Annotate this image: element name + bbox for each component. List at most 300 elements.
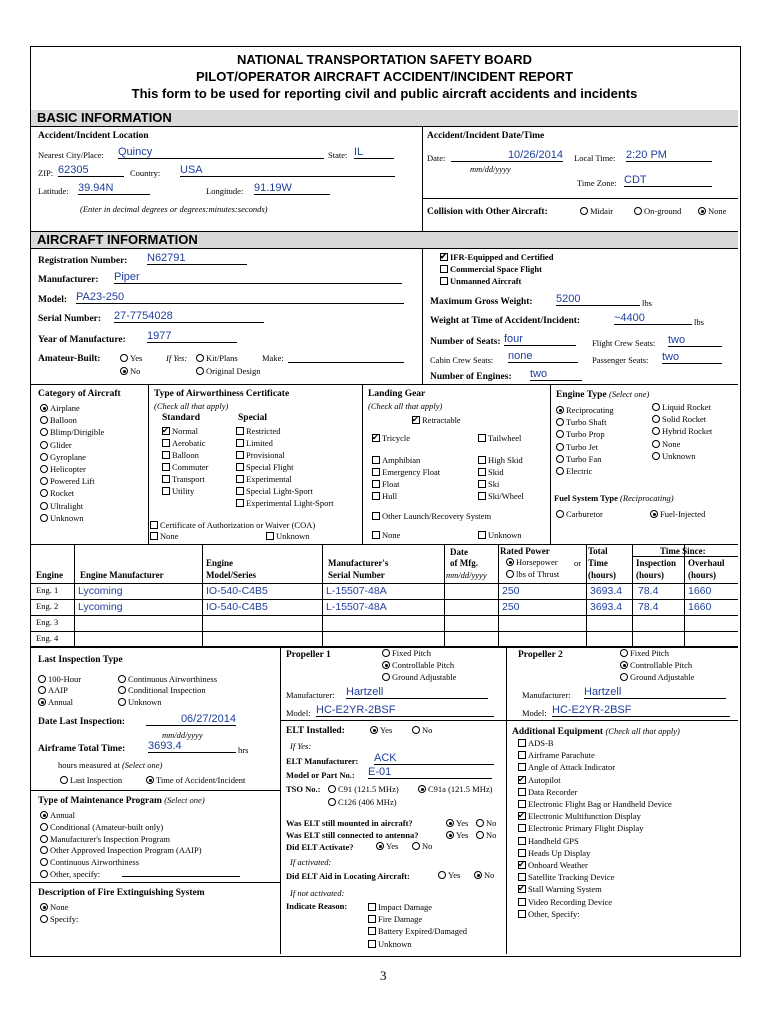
engine-model-cell[interactable]: IO-540-C4B5	[206, 601, 268, 613]
radio-selected-icon	[370, 726, 378, 734]
radio-icon	[328, 785, 336, 793]
flag-ifr[interactable]: ✔IFR-Equipped and Certified	[440, 252, 553, 262]
tso-c126[interactable]: C126 (406 MHz)	[328, 797, 397, 807]
radio-selected-icon	[120, 367, 128, 375]
mgw-unit: lbs	[642, 298, 652, 308]
elt-mfr-label: ELT Manufacturer:	[286, 756, 359, 766]
model-field[interactable]: PA23-250	[76, 291, 404, 304]
or-label: or	[574, 558, 582, 568]
make-field[interactable]	[288, 352, 404, 363]
landing-gear-option[interactable]: Skid	[478, 467, 504, 477]
engine-model-cell[interactable]: IO-540-C4B5	[206, 585, 268, 597]
elt-reason-label: Indicate Reason:	[286, 901, 348, 911]
col-insp-header: Inspection	[636, 558, 677, 568]
special-option[interactable]: Provisional	[236, 450, 285, 460]
checkbox-icon	[478, 480, 486, 488]
special-option[interactable]: Limited	[236, 438, 273, 448]
category-option[interactable]: Helicopter	[40, 464, 86, 474]
special-option[interactable]: Experimental Light-Sport	[236, 498, 334, 508]
engine-type-option[interactable]: Solid Rocket	[652, 414, 706, 424]
rated-power-cell[interactable]: 250	[502, 601, 520, 613]
engine-type-option[interactable]: Liquid Rocket	[652, 402, 711, 412]
checkbox-icon	[478, 456, 486, 464]
weight-label: Weight at Time of Accident/Incident:	[430, 316, 581, 326]
checkbox-icon	[368, 940, 376, 948]
checkbox-icon	[440, 265, 448, 273]
passenger-label: Passenger Seats:	[592, 355, 649, 365]
elt-if-not-activated: If not activated:	[290, 888, 345, 898]
col-model-header: Model/Series	[206, 570, 256, 580]
elt-reason-option[interactable]: Unknown	[368, 939, 412, 949]
elt-reason-option[interactable]: Fire Damage	[368, 914, 422, 924]
passenger-field[interactable]: two	[662, 351, 722, 364]
radio-selected-icon	[474, 871, 482, 879]
equipment-option[interactable]: Electronic Flight Bag or Handheld Device	[518, 799, 672, 809]
insp-100-hour[interactable]: 100-Hour	[38, 674, 81, 684]
measured-time-of-accident[interactable]: Time of Accident/Incident	[146, 775, 245, 785]
aw-unknown-option[interactable]: Unknown	[266, 531, 310, 541]
elt-reason-option[interactable]: Battery Expired/Damaged	[368, 926, 467, 936]
city-field[interactable]: Quincy	[118, 146, 324, 159]
col-total-header: (hours)	[588, 570, 617, 580]
radio-icon	[556, 418, 564, 426]
landing-gear-option[interactable]: Ski	[478, 479, 499, 489]
date-last-inspection-field[interactable]: 06/27/2014	[146, 713, 236, 726]
elt-installed-yes[interactable]: Yes	[370, 725, 392, 735]
maint-other-field[interactable]	[122, 866, 240, 877]
lg-none-option[interactable]: None	[372, 530, 400, 540]
maintenance-option[interactable]: Continuous Airworthiness	[40, 857, 139, 867]
radio-selected-icon	[556, 406, 564, 414]
amateur-built-label: Amateur-Built:	[38, 354, 101, 364]
engine-type-option[interactable]: Hybrid Rocket	[652, 426, 712, 436]
checkbox-icon	[150, 521, 158, 529]
checkbox-icon	[162, 463, 170, 471]
standard-option[interactable]: Transport	[162, 474, 205, 484]
checkbox-icon	[162, 475, 170, 483]
fire-specify[interactable]: Specify:	[40, 914, 78, 924]
collision-none[interactable]: None	[698, 206, 726, 216]
radio-icon	[40, 846, 48, 854]
engine-label: Eng. 2	[36, 601, 59, 611]
checkbox-icon	[518, 873, 526, 881]
engine-label: Eng. 3	[36, 617, 59, 627]
engine-type-option[interactable]: Turbo Fan	[556, 454, 601, 464]
mgw-label: Maximum Gross Weight:	[430, 297, 533, 307]
col-date-header: Date	[450, 547, 468, 557]
category-option[interactable]: Rocket	[40, 488, 74, 498]
maintenance-option[interactable]: Annual	[40, 810, 75, 820]
engine-label: Eng. 1	[36, 585, 59, 595]
activate-yes[interactable]: Yes	[376, 841, 398, 851]
engine-type-option[interactable]: Unknown	[652, 451, 696, 461]
elt-if-activated: If activated:	[290, 857, 332, 867]
checkbox-checked-icon	[518, 812, 526, 820]
total-time-cell[interactable]: 3693.4	[590, 601, 623, 613]
category-option[interactable]: Unknown	[40, 513, 84, 523]
section-aircraft-info: AIRCRAFT INFORMATION	[31, 232, 738, 248]
elt-installed-no[interactable]: No	[412, 725, 432, 735]
serial-field[interactable]: 27-7754028	[114, 310, 264, 323]
coord-note: (Enter in decimal degrees or degrees:minutes:seconds)	[80, 204, 268, 214]
landing-gear-option[interactable]: High Skid	[478, 455, 523, 465]
fuel-system-heading: Fuel System Type (Reciprocating)	[554, 493, 674, 503]
measured-label: hours measured at (Select one)	[58, 760, 163, 770]
airframe-time-field[interactable]: 3693.4	[148, 740, 236, 753]
checkbox-icon	[236, 463, 244, 471]
engine-mfr-cell[interactable]: Lycoming	[78, 601, 123, 613]
activate-no[interactable]: No	[412, 841, 432, 851]
special-option[interactable]: Special Flight	[236, 462, 293, 472]
checkbox-icon	[162, 487, 170, 495]
radio-icon	[40, 870, 48, 878]
radio-icon	[328, 798, 336, 806]
col-ovh-header: Overhaul	[688, 558, 725, 568]
p2-mfr-field[interactable]: Hartzell	[584, 686, 726, 699]
landing-gear-note: (Check all that apply)	[368, 401, 443, 411]
p2-ground[interactable]: Ground Adjustable	[620, 672, 694, 682]
airworthiness-note: (Check all that apply)	[154, 401, 229, 411]
standard-option[interactable]: Aerobatic	[162, 438, 206, 448]
checkbox-icon	[478, 468, 486, 476]
hrs-unit: hrs	[238, 745, 249, 755]
radio-icon	[40, 835, 48, 843]
equipment-option[interactable]: Angle of Attack Indicator	[518, 762, 615, 772]
radio-selected-icon	[650, 510, 658, 518]
page-number: 3	[380, 968, 387, 983]
tailwheel-option[interactable]: Tailwheel	[478, 433, 521, 443]
collision-on-ground[interactable]: On-ground	[634, 206, 681, 216]
elt-reason-option[interactable]: Impact Damage	[368, 902, 432, 912]
radio-icon	[40, 416, 48, 424]
tricycle-option[interactable]: ✔Tricycle	[372, 433, 410, 443]
radio-selected-icon	[146, 776, 154, 784]
model-label: Model:	[38, 295, 68, 305]
col-serial-header: Manufacturer's	[328, 558, 389, 568]
equipment-option[interactable]: Handheld GPS	[518, 836, 579, 846]
checkbox-icon	[518, 910, 526, 918]
zip-field[interactable]: 62305	[58, 164, 124, 177]
engine-serial-cell[interactable]: L-15507-48A	[326, 585, 387, 597]
aw-none-option[interactable]: None	[150, 531, 178, 541]
checkbox-icon	[236, 451, 244, 459]
checkbox-icon	[266, 532, 274, 540]
rated-power-cell[interactable]: 250	[502, 585, 520, 597]
inspection-time-cell[interactable]: 78.4	[638, 601, 659, 613]
equipment-option[interactable]: ADS-B	[518, 738, 554, 748]
state-label: State:	[328, 150, 348, 160]
checkbox-icon	[162, 451, 170, 459]
equipment-option[interactable]: ✔Autopilot	[518, 775, 561, 785]
standard-option[interactable]: Balloon	[162, 450, 199, 460]
engine-type-heading: Engine Type (Select one)	[556, 389, 650, 400]
p1-controllable[interactable]: Controllable Pitch	[382, 660, 454, 670]
radio-icon	[40, 823, 48, 831]
radio-selected-icon	[446, 819, 454, 827]
country-label: Country:	[130, 168, 161, 178]
flag-commercial-space[interactable]: Commercial Space Flight	[440, 264, 542, 274]
checkbox-icon	[518, 824, 526, 832]
table-row-divider	[31, 599, 738, 600]
city-label: Nearest City/Place:	[38, 150, 104, 160]
radio-icon	[40, 428, 48, 436]
coa-option[interactable]: Certificate of Authorization or Waiver (COA)	[150, 520, 315, 530]
checkbox-icon	[368, 903, 376, 911]
manufacturer-field[interactable]: Piper	[114, 271, 402, 284]
radio-icon	[40, 915, 48, 923]
radio-selected-icon	[376, 842, 384, 850]
thrust-option[interactable]: lbs of Thrust	[506, 569, 559, 579]
table-header-divider	[31, 583, 738, 584]
category-option[interactable]: Blimp/Dirigible	[40, 427, 104, 437]
radio-icon	[556, 510, 564, 518]
time-since-divider	[632, 556, 738, 557]
elt-locating-question: Did ELT Aid in Locating Aircraft:	[286, 871, 410, 881]
overhaul-time-cell[interactable]: 1660	[688, 585, 712, 597]
locating-yes[interactable]: Yes	[438, 870, 460, 880]
category-option[interactable]: Airplane	[40, 403, 80, 413]
standard-option[interactable]: Utility	[162, 486, 194, 496]
mounted-yes[interactable]: Yes	[446, 818, 468, 828]
local-time-field[interactable]: 2:20 PM	[626, 149, 712, 162]
engine-type-option[interactable]: None	[652, 439, 680, 449]
carburetor-option[interactable]: Carburetor	[556, 509, 603, 519]
special-option[interactable]: Special Light-Sport	[236, 486, 313, 496]
maintenance-option[interactable]: Manufacturer's Inspection Program	[40, 834, 170, 844]
date-label: Date:	[427, 153, 446, 163]
mounted-no[interactable]: No	[476, 818, 496, 828]
radio-selected-icon	[418, 785, 426, 793]
airworthiness-heading: Type of Airworthiness Certificate	[154, 389, 290, 399]
local-time-label: Local Time:	[574, 153, 616, 163]
standard-option[interactable]: Commuter	[162, 462, 208, 472]
fire-none[interactable]: None	[40, 902, 68, 912]
radio-selected-icon	[506, 558, 514, 566]
state-field[interactable]: IL	[354, 146, 394, 159]
form-title-agency: NATIONAL TRANSPORTATION SAFETY BOARD	[237, 52, 532, 67]
equipment-option[interactable]: Electronic Primary Flight Display	[518, 823, 643, 833]
radio-icon	[634, 207, 642, 215]
insp-continuous[interactable]: Continuous Airworthiness	[118, 674, 217, 684]
seats-field[interactable]: four	[504, 333, 576, 346]
mgw-field[interactable]: 5200	[556, 293, 640, 306]
equipment-option[interactable]: Heads Up Display	[518, 848, 590, 858]
equipment-option[interactable]: Data Recorder	[518, 787, 577, 797]
standard-option[interactable]: ✔Normal	[162, 426, 198, 436]
insp-unknown[interactable]: Unknown	[118, 697, 162, 707]
col-engine-header: Engine	[36, 570, 64, 580]
radio-icon	[196, 367, 204, 375]
p1-mfr-label: Manufacturer:	[286, 690, 335, 700]
radio-icon	[652, 415, 660, 423]
checkbox-icon	[518, 800, 526, 808]
radio-icon	[580, 207, 588, 215]
connected-yes[interactable]: Yes	[446, 830, 468, 840]
equipment-option[interactable]: ✔Electronic Multifunction Display	[518, 811, 641, 821]
propeller-1-heading: Propeller 1	[286, 650, 331, 660]
col-since-header: Time Since:	[660, 546, 706, 556]
radio-icon	[38, 686, 46, 694]
fuel-injected-option[interactable]: Fuel-Injected	[650, 509, 705, 519]
radio-selected-icon	[40, 811, 48, 819]
category-option[interactable]: Balloon	[40, 415, 77, 425]
timezone-field[interactable]: CDT	[624, 174, 712, 187]
engine-serial-cell[interactable]: L-15507-48A	[326, 601, 387, 613]
maintenance-option[interactable]: Conditional (Amateur-built only)	[40, 822, 163, 832]
equipment-option[interactable]: ✔Onboard Weather	[518, 860, 588, 870]
p1-mfr-field[interactable]: Hartzell	[346, 686, 488, 699]
checkbox-checked-icon	[518, 861, 526, 869]
col-insp-header: (hours)	[636, 570, 665, 580]
checkbox-checked-icon	[518, 885, 526, 893]
tso-c91[interactable]: C91 (121.5 MHz)	[328, 784, 399, 794]
standard-heading: Standard	[162, 413, 201, 423]
category-option[interactable]: Glider	[40, 440, 72, 450]
radio-icon	[506, 570, 514, 578]
category-option[interactable]: Gyroplane	[40, 452, 86, 462]
engine-mfr-cell[interactable]: Lycoming	[78, 585, 123, 597]
total-time-cell[interactable]: 3693.4	[590, 585, 623, 597]
p2-fixed[interactable]: Fixed Pitch	[620, 648, 669, 658]
year-field[interactable]: 1977	[147, 330, 237, 343]
year-label: Year of Manufacture:	[38, 335, 126, 345]
airframe-time-label: Airframe Total Time:	[38, 744, 126, 754]
radio-icon	[556, 443, 564, 451]
connected-no[interactable]: No	[476, 830, 496, 840]
amateur-yes[interactable]: Yes	[120, 353, 142, 363]
flag-unmanned[interactable]: Unmanned Aircraft	[440, 276, 521, 286]
special-option[interactable]: Experimental	[236, 474, 292, 484]
propeller-2-heading: Propeller 2	[518, 650, 563, 660]
flight-crew-field[interactable]: two	[668, 334, 722, 347]
p2-model-field[interactable]: HC-E2YR-2BSF	[552, 704, 730, 717]
tso-label: TSO No.:	[286, 784, 321, 794]
engine-type-option[interactable]: Reciprocating	[556, 405, 614, 415]
landing-gear-option[interactable]: Amphibian	[372, 455, 420, 465]
elt-if-yes: If Yes:	[290, 741, 312, 751]
radio-selected-icon	[38, 698, 46, 706]
longitude-field[interactable]: 91.19W	[254, 182, 330, 195]
zip-label: ZIP:	[38, 168, 54, 178]
p2-controllable[interactable]: Controllable Pitch	[620, 660, 692, 670]
radio-icon	[652, 440, 660, 448]
elt-model-field[interactable]: E-01	[368, 766, 492, 779]
weight-unit: lbs	[694, 317, 704, 327]
category-option[interactable]: Ultralight	[40, 501, 83, 511]
insp-aaip[interactable]: AAIP	[38, 685, 68, 695]
equipment-option[interactable]: Satellite Tracking Device	[518, 872, 614, 882]
if-yes-label: If Yes:	[166, 353, 188, 363]
amateur-no[interactable]: No	[120, 366, 140, 376]
radio-icon	[476, 831, 484, 839]
col-model-header: Engine	[206, 558, 234, 568]
radio-icon	[38, 675, 46, 683]
landing-gear-option[interactable]: Float	[372, 479, 399, 489]
checkbox-checked-icon	[372, 434, 380, 442]
insp-conditional[interactable]: Conditional Inspection	[118, 685, 206, 695]
category-option[interactable]: Powered Lift	[40, 476, 95, 486]
equipment-option[interactable]: Other, Specify:	[518, 909, 580, 919]
lg-unknown-option[interactable]: Unknown	[478, 530, 522, 540]
original-design-option[interactable]: Original Design	[196, 366, 261, 376]
date-field[interactable]: 10/26/2014	[451, 149, 563, 162]
engines-field[interactable]: two	[530, 368, 582, 381]
registration-field[interactable]: N62791	[147, 252, 247, 265]
latitude-label: Latitude:	[38, 186, 69, 196]
form-subtitle: This form to be used for reporting civil and public aircraft accidents and incidents	[131, 86, 638, 101]
maintenance-option[interactable]: Other Approved Inspection Program (AAIP)	[40, 845, 202, 855]
special-option[interactable]: Restricted	[236, 426, 280, 436]
cabin-crew-field[interactable]: none	[508, 350, 578, 363]
checkbox-icon	[150, 532, 158, 540]
p1-model-label: Model:	[286, 708, 311, 718]
landing-gear-option[interactable]: Emergency Float	[372, 467, 440, 477]
p1-ground[interactable]: Ground Adjustable	[382, 672, 456, 682]
radio-icon	[118, 686, 126, 694]
section-basic-info: BASIC INFORMATION	[31, 110, 738, 126]
weight-field[interactable]: ~4400	[614, 312, 692, 325]
equipment-option[interactable]: Video Recording Device	[518, 897, 612, 907]
landing-gear-option[interactable]: Hull	[372, 491, 397, 501]
engine-type-option[interactable]: Turbo Jet	[556, 442, 598, 452]
p1-fixed[interactable]: Fixed Pitch	[382, 648, 431, 658]
landing-gear-option[interactable]: Ski/Wheel	[478, 491, 524, 501]
radio-icon	[556, 455, 564, 463]
overhaul-time-cell[interactable]: 1660	[688, 601, 712, 613]
locating-no[interactable]: No	[474, 870, 494, 880]
checkbox-icon	[372, 492, 380, 500]
engine-type-option[interactable]: Electric	[556, 466, 592, 476]
insp-annual[interactable]: Annual	[38, 697, 73, 707]
other-launch-option[interactable]: Other Launch/Recovery System	[372, 511, 491, 521]
checkbox-checked-icon	[162, 427, 170, 435]
radio-icon	[40, 858, 48, 866]
p1-model-field[interactable]: HC-E2YR-2BSF	[316, 704, 494, 717]
radio-icon	[556, 430, 564, 438]
checkbox-icon	[372, 456, 380, 464]
fire-heading: Description of Fire Extinguishing System	[38, 888, 205, 898]
tso-c91a[interactable]: C91a (121.5 MHz)	[418, 784, 492, 794]
measured-last-inspection[interactable]: Last Inspection	[60, 775, 122, 785]
registration-label: Registration Number:	[38, 256, 128, 266]
serial-label: Serial Number:	[38, 314, 102, 324]
engine-type-option[interactable]: Turbo Shaft	[556, 417, 607, 427]
radio-icon	[40, 514, 48, 522]
inspection-time-cell[interactable]: 78.4	[638, 585, 659, 597]
engine-type-option[interactable]: Turbo Prop	[556, 429, 605, 439]
landing-gear-heading: Landing Gear	[368, 389, 426, 399]
latitude-field[interactable]: 39.94N	[78, 182, 150, 195]
equipment-option[interactable]: Airframe Parachute	[518, 750, 595, 760]
elt-mfr-field[interactable]: ACK	[374, 752, 494, 765]
kit-plans-option[interactable]: Kit/Plans	[196, 353, 238, 363]
maintenance-option[interactable]: Other, specify:	[40, 869, 100, 879]
horsepower-option[interactable]: Horsepower	[506, 557, 558, 567]
equipment-option[interactable]: ✔Stall Warning System	[518, 884, 602, 894]
special-heading: Special	[238, 413, 268, 423]
checkbox-checked-icon	[440, 253, 448, 261]
country-field[interactable]: USA	[180, 164, 395, 177]
radio-selected-icon	[40, 404, 48, 412]
table-row-divider	[31, 615, 738, 616]
radio-icon	[60, 776, 68, 784]
checkbox-icon	[518, 763, 526, 771]
retractable-option[interactable]: ✔Retractable	[412, 415, 461, 425]
cabin-crew-label: Cabin Crew Seats:	[430, 355, 494, 365]
collision-midair[interactable]: Midair	[580, 206, 613, 216]
checkbox-icon	[162, 439, 170, 447]
radio-icon	[40, 477, 48, 485]
